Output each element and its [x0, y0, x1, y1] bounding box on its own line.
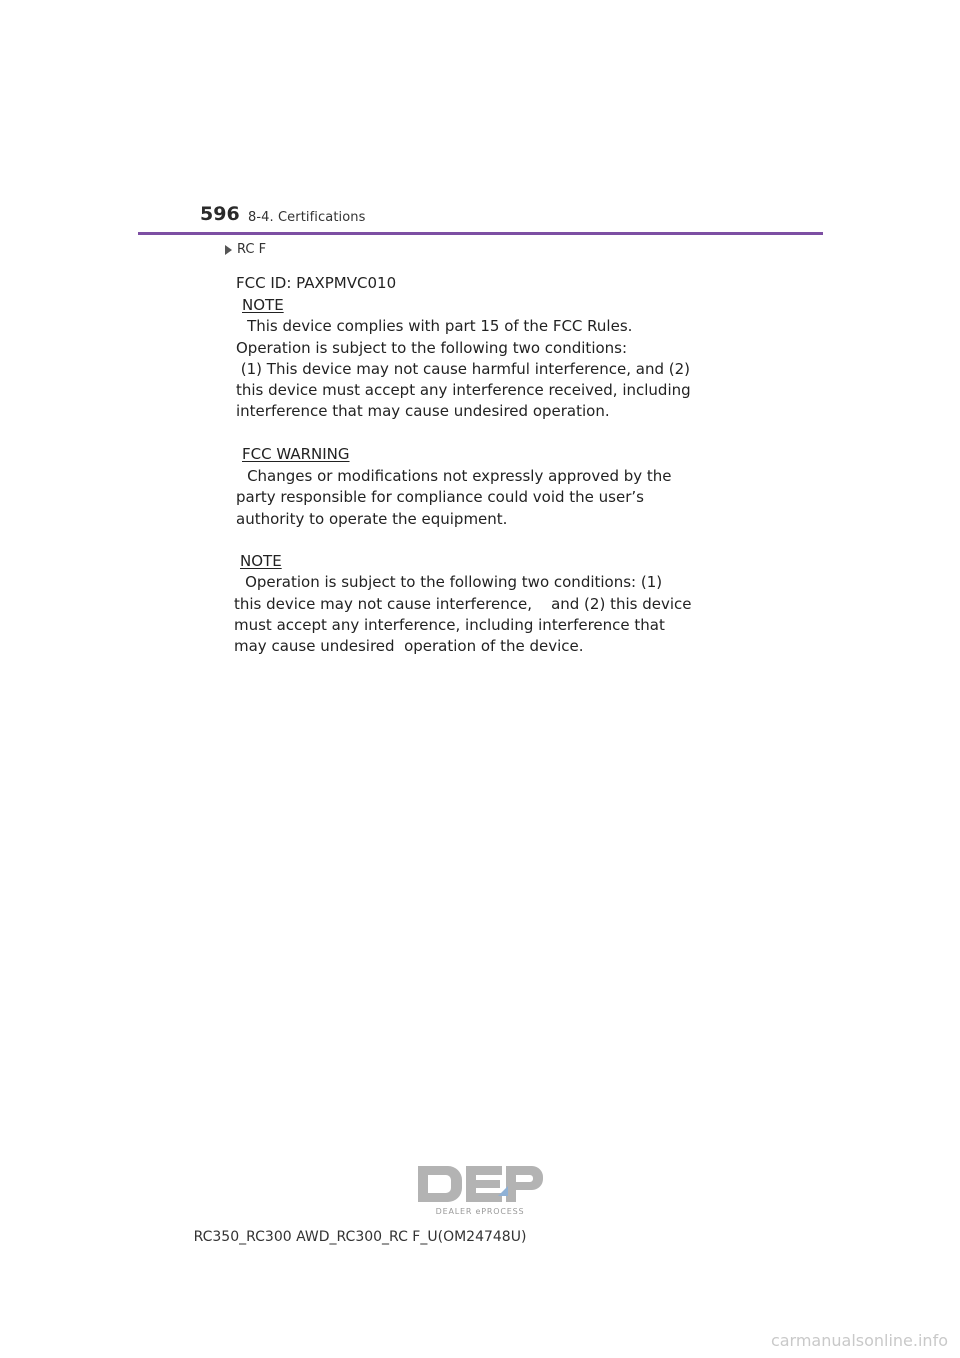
note2-line-1: Operation is subject to the following two conditions: (1): [226, 573, 663, 591]
footer-model-code: RC350_RC300 AWD_RC300_RC F_U(OM24748U): [193, 1229, 527, 1245]
warning-heading: FCC WARNING: [242, 445, 350, 463]
page-number: 596: [200, 203, 240, 225]
note1-heading: NOTE: [242, 296, 284, 314]
header-rule: [138, 232, 823, 235]
note2-line-3: must accept any interference, including interference that: [234, 616, 665, 634]
warning-line-3: authority to operate the equipment.: [236, 510, 508, 528]
warning-line-2: party responsible for compliance could void the user’s: [236, 488, 644, 506]
note1-line-5: interference that may cause undesired operation.: [236, 402, 610, 420]
fcc-id: FCC ID: PAXPMVC010: [236, 274, 397, 292]
warning-line-1: Changes or modifications not expressly approved by the: [228, 467, 672, 485]
logo-tagline: DEALER ePROCESS: [435, 1207, 525, 1216]
footer: [0, 1229, 960, 1245]
section-title: 8-4. Certifications: [248, 210, 366, 225]
triangle-bullet-icon: [225, 245, 232, 255]
watermark: carmanualsonline.info: [770, 1331, 948, 1350]
note2-line-2: this device may not cause interference, and (2) this device: [234, 595, 692, 613]
note1-line-3: (1) This device may not cause harmful interference, and (2): [236, 360, 690, 378]
subsection-label-text: RC F: [237, 242, 267, 257]
note1-line-4: this device must accept any interference received, including: [236, 381, 691, 399]
note1-line-1: This device complies with part 15 of the FCC Rules.: [228, 317, 633, 335]
note2-heading: NOTE: [240, 552, 282, 570]
subsection-label: [225, 242, 266, 257]
note1-line-2: Operation is subject to the following two conditions:: [236, 339, 628, 357]
note2-line-4: may cause undesired operation of the device.: [234, 637, 584, 655]
dealer-eprocess-logo: [414, 1164, 546, 1216]
